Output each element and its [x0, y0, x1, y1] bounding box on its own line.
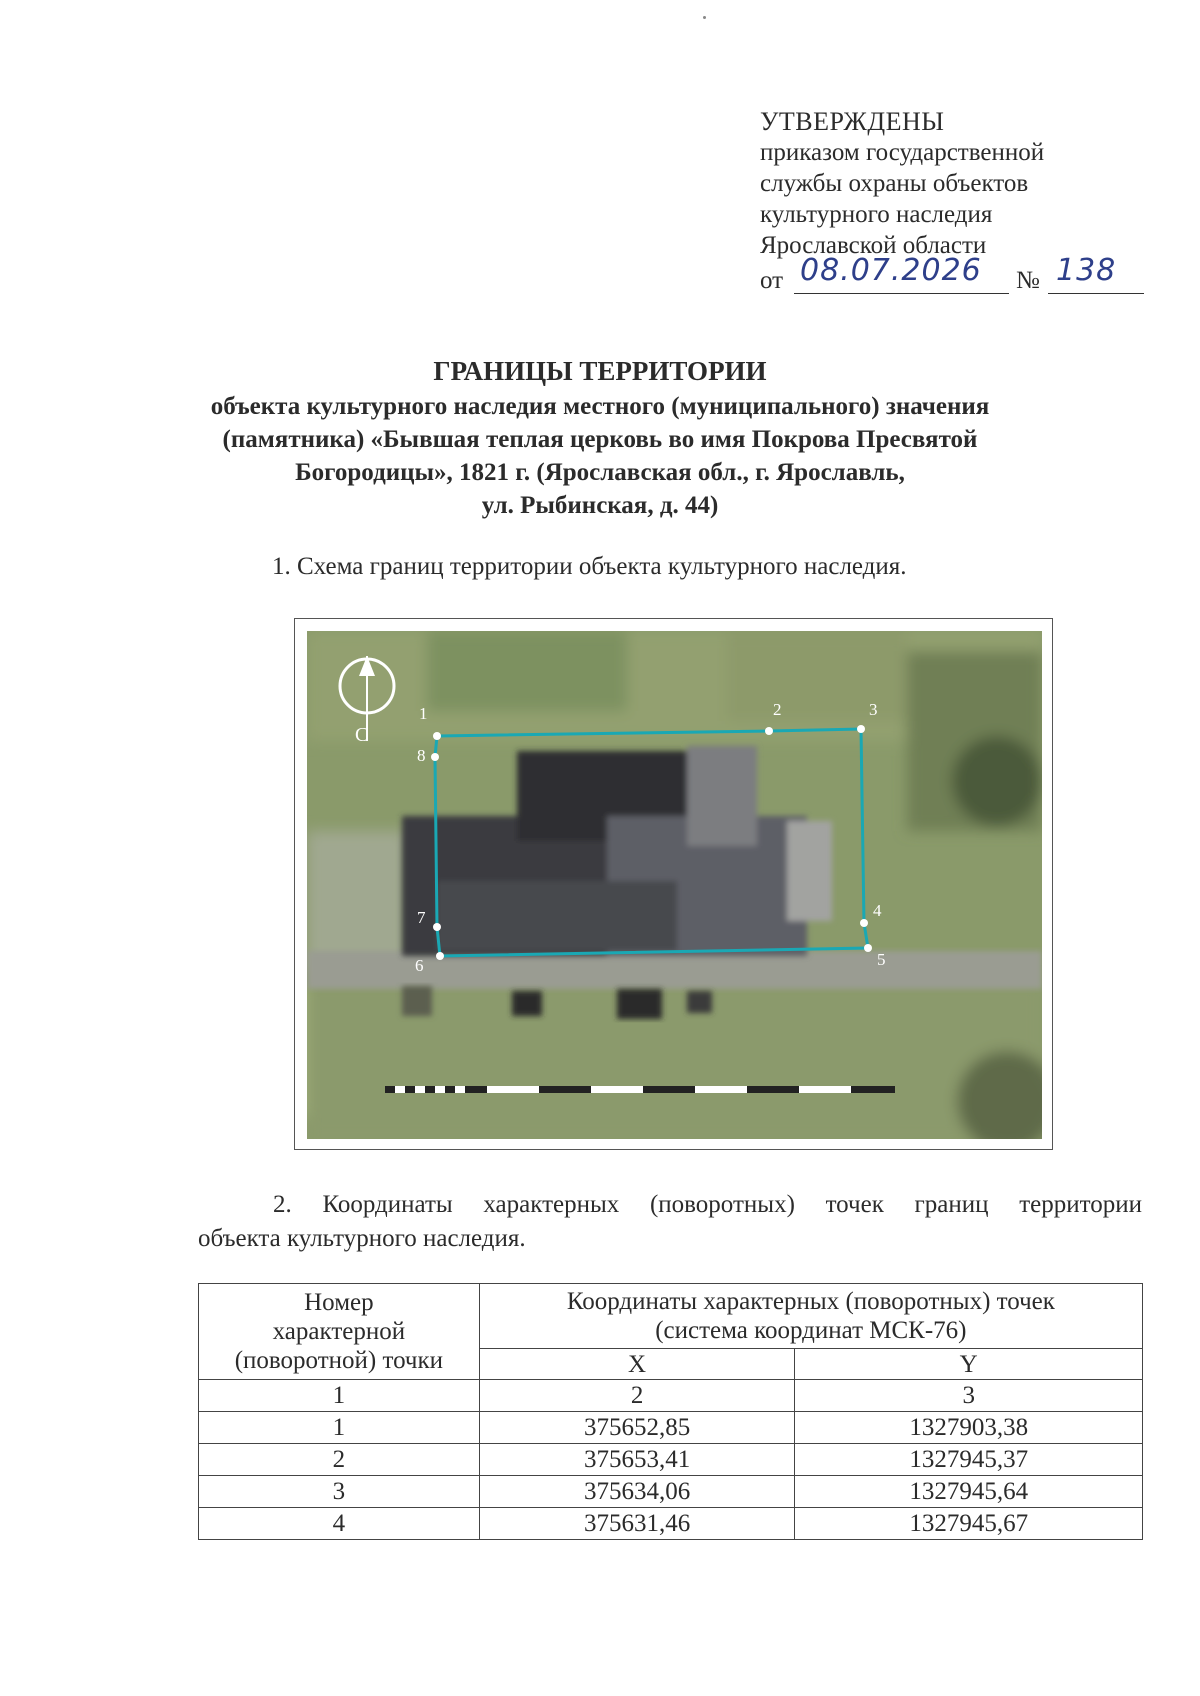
header-text: (система координат МСК-76): [655, 1317, 967, 1344]
section-2-heading: [198, 1188, 1142, 1256]
y-cell: 1327903,38: [795, 1412, 1143, 1444]
document-title: [150, 355, 1050, 522]
table-row: [199, 1412, 1143, 1444]
boundary-map-frame: [294, 618, 1053, 1150]
vertex-2: [765, 727, 773, 735]
vertex-4: [860, 919, 868, 927]
title-line-main: ГРАНИЦЫ ТЕРРИТОРИИ: [433, 356, 767, 386]
approval-line: Ярославской области: [760, 232, 987, 259]
aerial-map: [307, 631, 1042, 1139]
vertex-6: [436, 952, 444, 960]
vertex-1: [433, 732, 441, 740]
table-row: [199, 1476, 1143, 1508]
vertex-label: 8: [417, 746, 426, 765]
table-cell: 3: [795, 1380, 1143, 1412]
x-cell: 375652,85: [479, 1412, 795, 1444]
table-cell: 1: [199, 1380, 480, 1412]
handwritten-number: 138: [1056, 253, 1117, 288]
scan-speck: [703, 16, 706, 19]
header-text: (поворотной) точки: [234, 1347, 444, 1374]
number-prefix: №: [1016, 267, 1040, 294]
vertex-7: [433, 923, 441, 931]
vertex-8: [431, 753, 439, 761]
point-number-header: [199, 1284, 480, 1380]
coordinates-table: [198, 1283, 1143, 1540]
approval-line: приказом государственной: [760, 139, 1045, 166]
date-prefix: от: [760, 267, 784, 294]
x-cell: 375631,46: [479, 1508, 795, 1540]
approval-date-line: [760, 253, 1160, 295]
point-cell: 1: [199, 1412, 480, 1444]
aerial-map-svg: [307, 631, 1042, 1139]
section-1-heading: 1. Схема границ территории объекта культурного наследия.: [272, 553, 907, 580]
vertex-label: 4: [873, 901, 882, 920]
y-header: Y: [795, 1349, 1143, 1380]
vertex-label: 1: [419, 704, 428, 723]
title-line: Богородицы», 1821 г. (Ярославская обл., г. Ярославль,: [295, 459, 905, 486]
column-number-row: [199, 1380, 1143, 1412]
point-cell: 2: [199, 1444, 480, 1476]
approval-heading: УТВЕРЖДЕНЫ: [760, 107, 945, 136]
section-2-line: 2. Координаты характерных (поворотных) точек границ территории: [273, 1191, 1142, 1218]
x-header: X: [479, 1349, 795, 1380]
vertex-label: 5: [877, 950, 886, 969]
scale-bar: [385, 1086, 895, 1093]
vertex-label: 3: [869, 700, 878, 719]
north-label: С: [355, 724, 369, 746]
vertex-label: 7: [417, 908, 426, 927]
y-cell: 1327945,64: [795, 1476, 1143, 1508]
handwritten-date: 08.07.2026: [800, 253, 982, 288]
table-header-row: [199, 1284, 1143, 1349]
title-line: ул. Рыбинская, д. 44): [481, 492, 719, 519]
vertex-label: 2: [773, 700, 782, 719]
table-cell: 2: [479, 1380, 795, 1412]
vertex-3: [857, 725, 865, 733]
y-cell: 1327945,37: [795, 1444, 1143, 1476]
section-2-line: объекта культурного наследия.: [198, 1225, 526, 1252]
approval-line: службы охраны объектов: [760, 170, 1029, 197]
coordinates-header: [479, 1284, 1142, 1349]
y-cell: 1327945,67: [795, 1508, 1143, 1540]
vertex-5: [864, 944, 872, 952]
approval-line: культурного наследия: [760, 201, 993, 228]
x-cell: 375653,41: [479, 1444, 795, 1476]
header-text: характерной: [272, 1318, 406, 1345]
header-text: Координаты характерных (поворотных) точек: [566, 1288, 1055, 1315]
title-line: объекта культурного наследия местного (муниципального) значения: [210, 393, 990, 420]
table-row: [199, 1508, 1143, 1540]
table-row: [199, 1444, 1143, 1476]
vertex-label: 6: [415, 956, 424, 975]
approval-block: [760, 106, 1160, 295]
header-text: Номер: [304, 1289, 374, 1316]
point-cell: 3: [199, 1476, 480, 1508]
point-cell: 4: [199, 1508, 480, 1540]
title-line: (памятника) «Бывшая теплая церковь во имя Покрова Пресвятой: [222, 426, 978, 453]
x-cell: 375634,06: [479, 1476, 795, 1508]
